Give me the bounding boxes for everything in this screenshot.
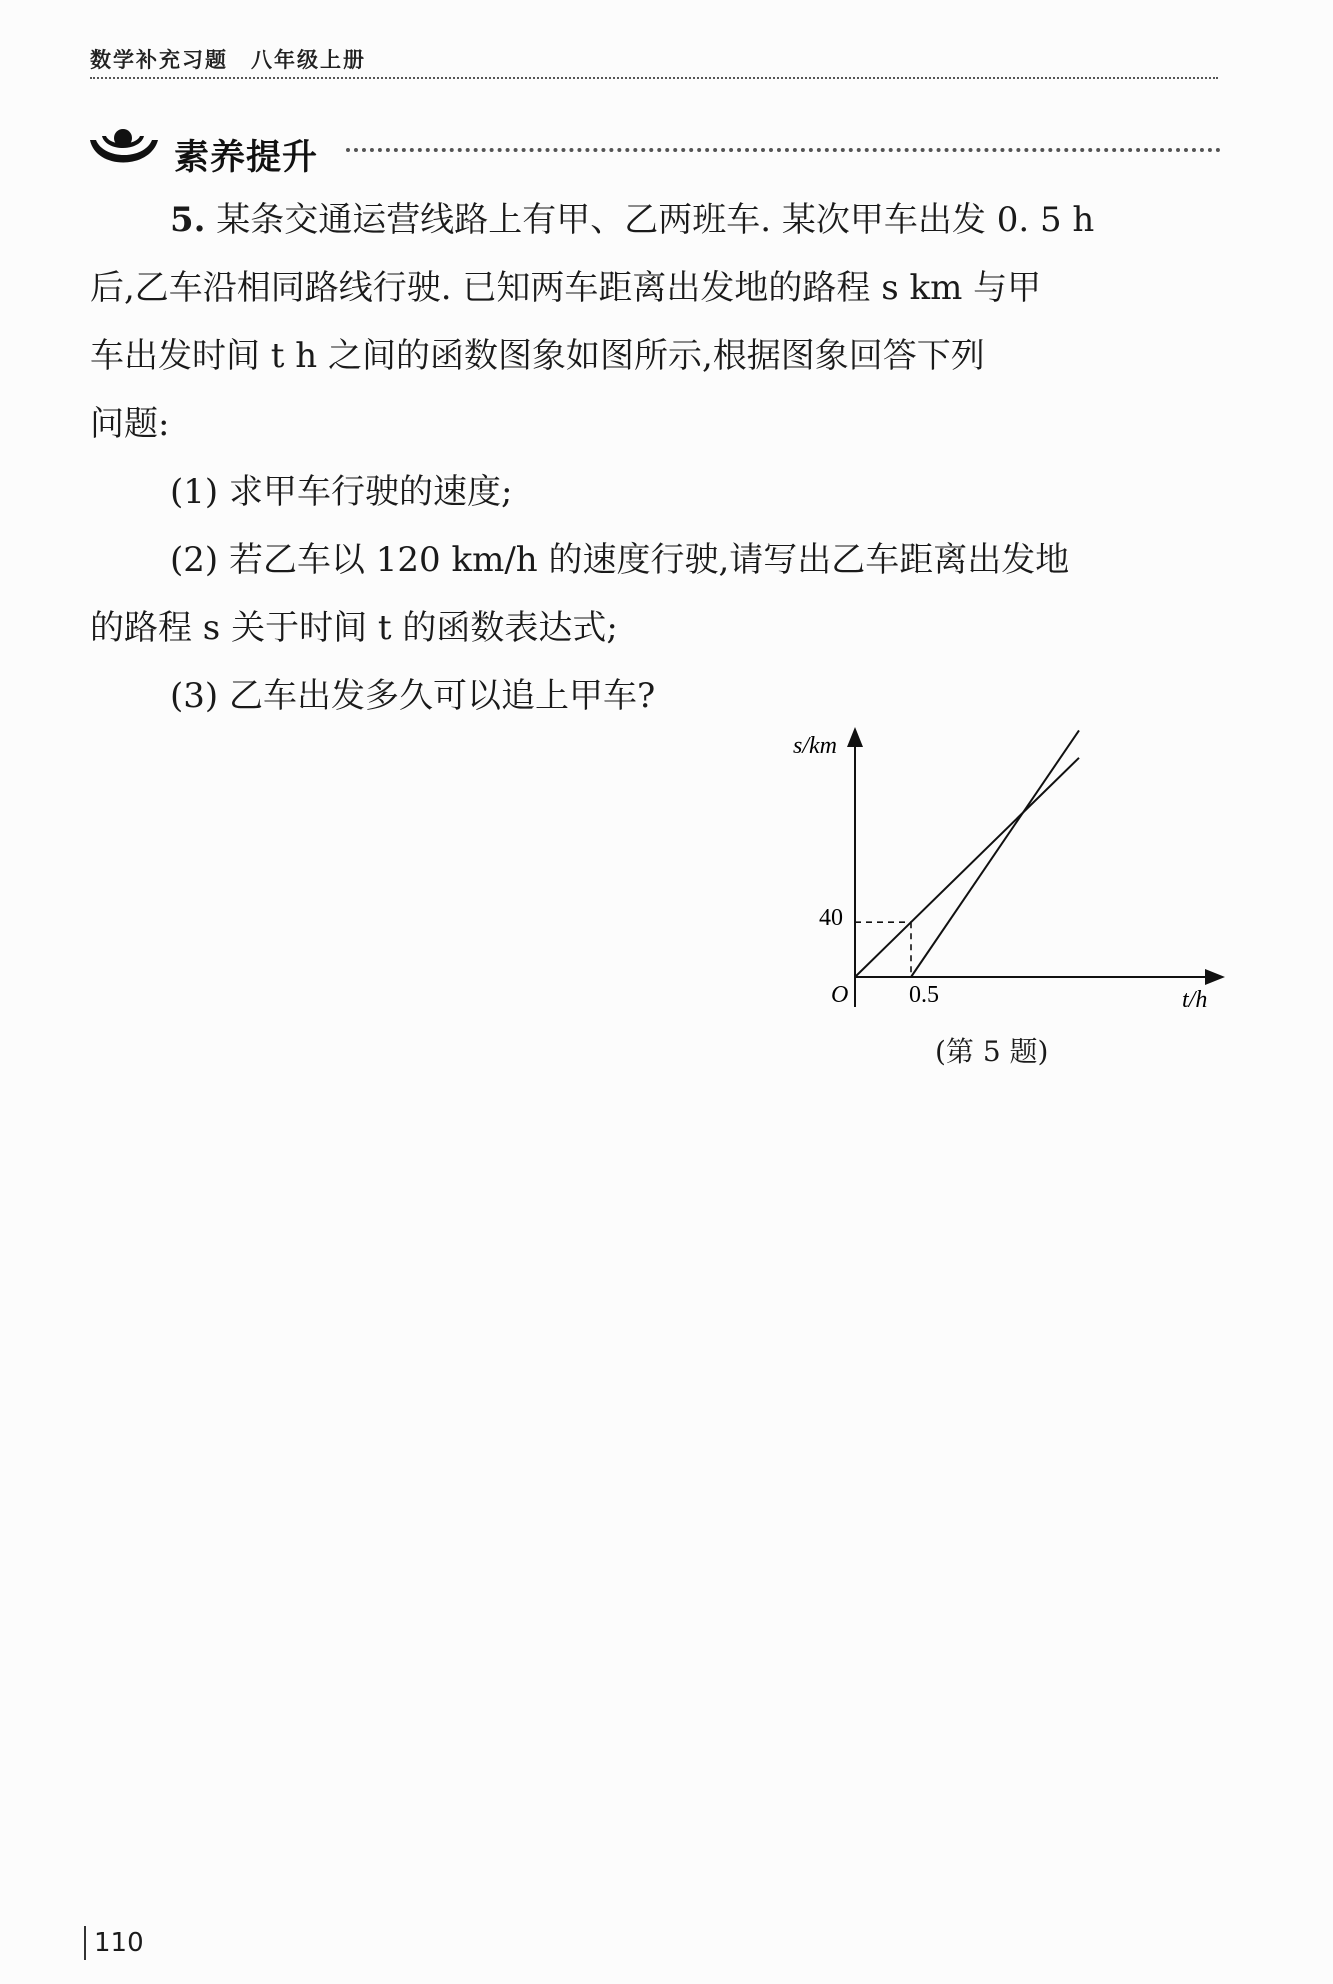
header-divider	[90, 77, 1218, 79]
question-3: (3) 乙车出发多久可以追上甲车?	[170, 676, 656, 716]
question-1: (1) 求甲车行驶的速度;	[170, 472, 513, 512]
y-tick-label-40: 40	[819, 905, 843, 931]
origin-label: O	[831, 982, 849, 1008]
section-heading	[86, 126, 1221, 176]
series-1-segment-2	[911, 758, 1079, 922]
problem-stem-line-2: 后,乙车沿相同路线行驶. 已知两车距离出发地的路程 s km 与甲	[90, 268, 1042, 308]
problem-number: 5.	[170, 200, 206, 240]
x-axis-label: t/h	[1182, 987, 1208, 1013]
problem-stem-line-4: 问题:	[90, 404, 170, 444]
page-number: 110	[84, 1926, 144, 1960]
question-2-line-1: (2) 若乙车以 120 km/h 的速度行驶,请写出乙车距离出发地	[170, 540, 1070, 580]
problem-stem-text: 某条交通运营线路上有甲、乙两班车. 某次甲车出发 0. 5 h	[205, 200, 1095, 240]
problem-stem-line-3: 车出发时间 t h 之间的函数图象如图所示,根据图象回答下列	[90, 336, 985, 376]
problem-body	[90, 186, 1220, 730]
function-graph	[765, 725, 1235, 1025]
figure-caption: (第 5 题)	[935, 1035, 1049, 1068]
series-2-segment-1	[911, 730, 1079, 977]
question-2-line-2: 的路程 s 关于时间 t 的函数表达式;	[90, 608, 618, 648]
section-swirl-icon	[86, 126, 162, 174]
problem-stem-line-1	[90, 186, 1220, 254]
section-divider	[346, 148, 1221, 152]
y-axis-label: s/km	[793, 733, 837, 759]
running-header: 数学补充习题 八年级上册	[90, 48, 366, 72]
x-tick-label-0-5: 0.5	[909, 982, 939, 1008]
series-1-segment-1	[855, 922, 911, 977]
section-title: 素养提升	[174, 138, 319, 178]
